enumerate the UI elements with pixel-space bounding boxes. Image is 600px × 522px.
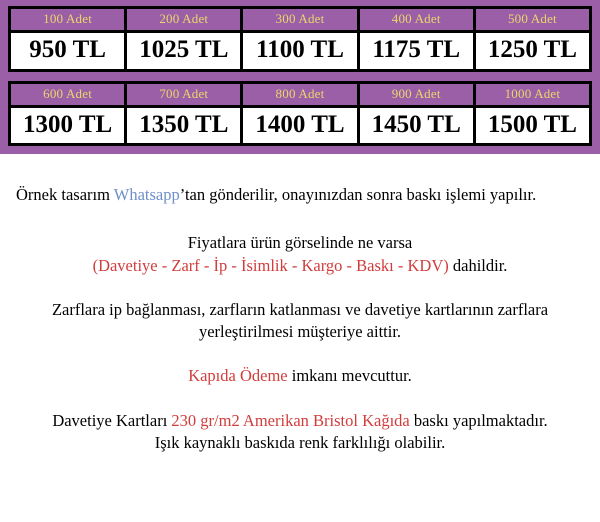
price-value: 1350 TL — [127, 108, 240, 144]
paper-type-label: 230 gr/m2 Amerikan Bristol Kağıda — [171, 410, 410, 430]
note-included-items — [14, 232, 586, 277]
price-cell — [127, 9, 243, 69]
price-row — [8, 81, 592, 147]
quantity-label: 900 Adet — [360, 84, 473, 108]
price-value: 1175 TL — [360, 33, 473, 69]
price-cell — [11, 9, 127, 69]
price-cell — [360, 9, 476, 69]
note-cash-on-delivery — [14, 365, 586, 387]
price-value: 950 TL — [11, 33, 124, 69]
note-paper-type — [14, 410, 586, 455]
note-text: Davetiye Kartları — [52, 410, 172, 430]
note-text: Örnek tasarım — [16, 185, 114, 204]
price-table — [0, 0, 600, 154]
note-text: Fiyatlara ürün görselinde ne varsa — [187, 233, 413, 253]
price-value: 1300 TL — [11, 108, 124, 144]
note-sample-design — [14, 184, 586, 206]
price-row — [8, 6, 592, 72]
price-value: 1450 TL — [360, 108, 473, 144]
quantity-label: 300 Adet — [243, 9, 356, 33]
quantity-label: 700 Adet — [127, 84, 240, 108]
price-cell — [360, 84, 476, 144]
price-value: 1025 TL — [127, 33, 240, 69]
price-value: 1400 TL — [243, 108, 356, 144]
price-cell — [11, 84, 127, 144]
quantity-label: 400 Adet — [360, 9, 473, 33]
price-cell — [476, 84, 589, 144]
quantity-label: 800 Adet — [243, 84, 356, 108]
quantity-label: 100 Adet — [11, 9, 124, 33]
price-cell — [243, 84, 359, 144]
notes-section — [0, 154, 600, 454]
note-text: baskı yapılmaktadır. — [409, 410, 548, 430]
price-value: 1250 TL — [476, 33, 589, 69]
price-cell — [476, 9, 589, 69]
note-text: yerleştirilmesi müşteriye aittir. — [198, 322, 402, 342]
note-text: imkanı mevcuttur. — [287, 366, 412, 386]
whatsapp-mention: Whatsapp — [113, 185, 180, 204]
note-text: Işık kaynaklı baskıda renk farklılığı olabilir. — [154, 432, 446, 452]
quantity-label: 600 Adet — [11, 84, 124, 108]
quantity-label: 500 Adet — [476, 9, 589, 33]
included-items-list: (Davetiye - Zarf - İp - İsimlik - Kargo - Baskı - KDV) — [92, 255, 449, 275]
note-text: dahildir. — [448, 255, 508, 275]
price-cell — [243, 9, 359, 69]
quantity-label: 200 Adet — [127, 9, 240, 33]
price-cell — [127, 84, 243, 144]
cash-on-delivery-label: Kapıda Ödeme — [188, 366, 288, 386]
price-value: 1100 TL — [243, 33, 356, 69]
price-value: 1500 TL — [476, 108, 589, 144]
quantity-label: 1000 Adet — [476, 84, 589, 108]
note-text: ’tan gönderilir, onayınızdan sonra baskı işlemi yapılır. — [179, 185, 537, 204]
note-customer-responsibility — [14, 299, 586, 344]
note-text: Zarflara ip bağlanması, zarfların katlanması ve davetiye kartlarının zarflara — [51, 299, 549, 319]
